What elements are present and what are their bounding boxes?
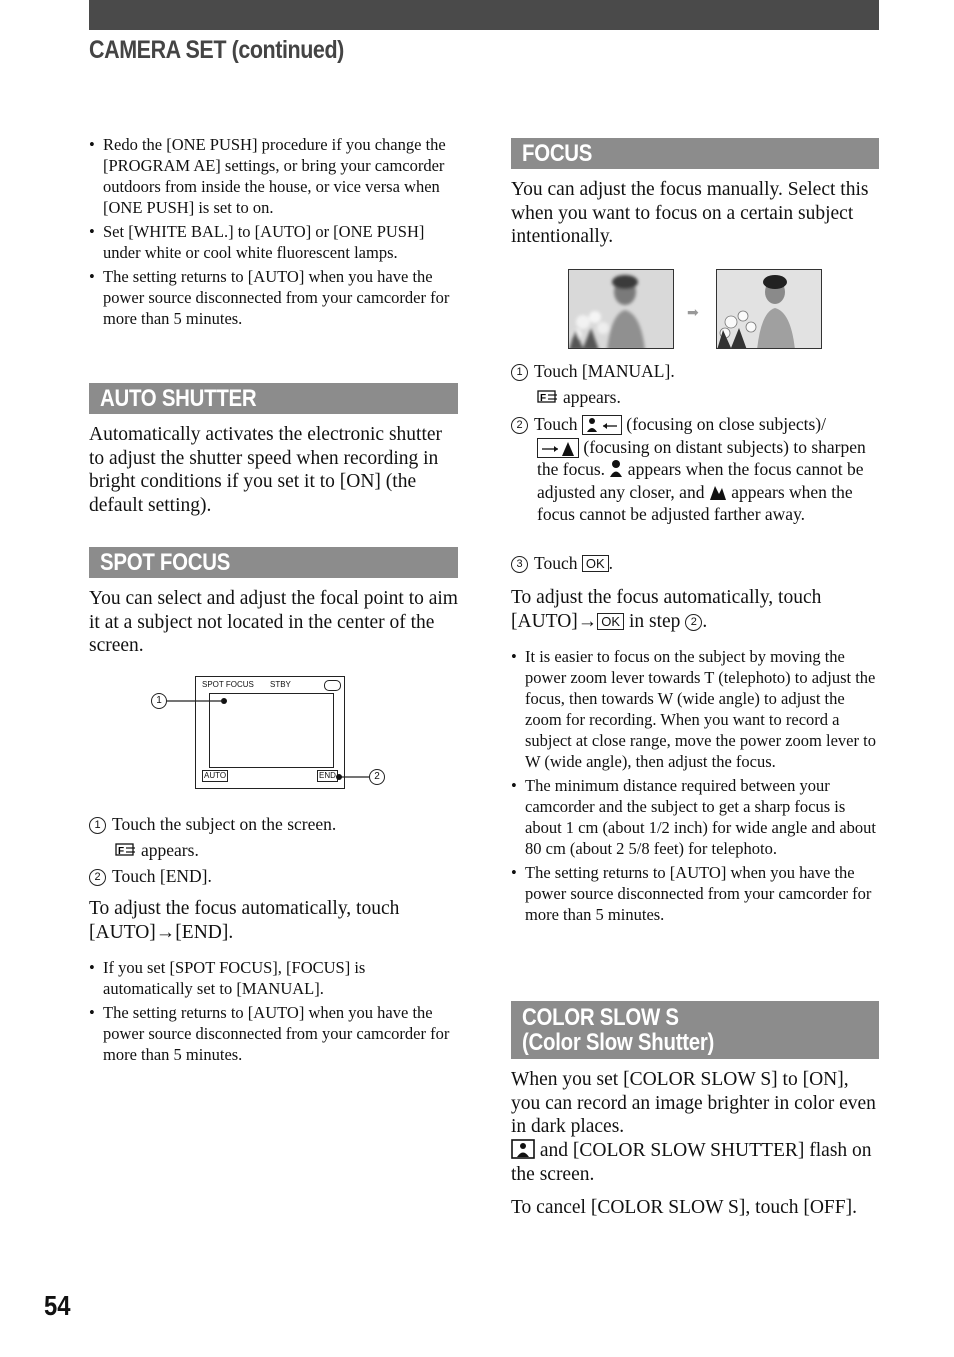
step-text: Touch	[534, 414, 578, 434]
svg-text:F: F	[540, 393, 547, 404]
auto-shutter-body: Automatically activates the electronic shutter to adjust the shutter speed when recording in bright conditions if you set it to [ON] (the default setting).	[89, 424, 443, 516]
color-slow-body: When you set [COLOR SLOW S] to [ON], you can record an image brighter in color even in dark places.	[511, 1069, 876, 1137]
arrow-right-icon: ➡	[687, 305, 699, 321]
list-item: • The setting returns to [AUTO] when you have the power source disconnected from your camcorder for more than 5 minutes.	[511, 862, 879, 925]
step-text: Touch the subject on the screen.	[112, 814, 337, 834]
step-number: 2	[511, 417, 528, 434]
spot-focus-step-2	[89, 865, 458, 888]
focus-bullet-list	[511, 646, 879, 928]
close-subject-icon	[609, 459, 623, 477]
step-text: Touch	[534, 553, 578, 573]
step-text: Touch [END].	[112, 866, 212, 886]
spot-focus-step-1-sub	[89, 839, 484, 862]
auto-shutter-heading: AUTO SHUTTER	[89, 383, 458, 414]
list-item: • Redo the [ONE PUSH] procedure if you change the [PROGRAM AE] settings, or bring your camcorder outdoors from inside the house, or vice versa when [ONE PUSH] is set to on.	[89, 134, 458, 218]
auto-text-part: in step	[628, 610, 681, 632]
focus-step-2	[511, 413, 879, 526]
screen-mode-label: SPOT FOCUS	[202, 680, 254, 689]
auto-text-part: To adjust the focus automatically, touch [AUTO]→	[511, 587, 822, 632]
blurred-photo	[568, 269, 674, 349]
callout-2: 2	[369, 769, 385, 785]
spot-focus-heading: SPOT FOCUS	[89, 547, 458, 578]
sharp-photo	[716, 269, 822, 349]
step-text: (focusing on distant subjects) to sharpen the focus.	[537, 436, 866, 479]
spot-focus-body: You can select and adjust the focal point to aim it at a subject not located in the center of the screen.	[89, 588, 458, 656]
focus-step-1	[511, 360, 879, 383]
color-slow-flash-text	[511, 1139, 879, 1186]
spot-focus-step-1	[89, 813, 458, 836]
step-number: 2	[89, 869, 106, 886]
spot-focus-auto-text: To adjust the focus automatically, touch [AUTO]→[END].	[89, 898, 400, 943]
screen-status-label: STBY	[270, 680, 291, 689]
step-text: appears.	[563, 387, 621, 407]
step-number: 3	[511, 556, 528, 573]
step-text: appears.	[141, 840, 199, 860]
step-number: 1	[89, 817, 106, 834]
list-item: • Set [WHITE BAL.] to [AUTO] or [ONE PUSH] under white or cool white fluorescent lamps.	[89, 221, 458, 263]
step-text: Touch [MANUAL].	[534, 361, 675, 381]
step-number: 2	[685, 614, 702, 631]
close-focus-button-icon	[582, 415, 622, 435]
focus-heading: FOCUS	[511, 138, 879, 169]
step-text: appears when the focus cannot be adjusted any closer, and	[537, 459, 864, 502]
step-text: appears when the focus cannot be adjusted farther away.	[537, 481, 853, 524]
step-number: 1	[511, 364, 528, 381]
color-slow-shutter-icon	[511, 1139, 535, 1159]
screen-end-button: END	[319, 771, 336, 780]
step-text: (focusing on close subjects)/	[626, 414, 826, 434]
focus-body: You can adjust the focus manually. Select this when you want to focus on a certain subject intentionally.	[511, 179, 869, 247]
color-slow-cancel-text: To cancel [COLOR SLOW S], touch [OFF].	[511, 1197, 857, 1218]
manual-focus-icon	[115, 842, 137, 858]
manual-focus-icon	[537, 389, 559, 405]
flash-text: and [COLOR SLOW SHUTTER] flash on the screen.	[511, 1140, 872, 1185]
svg-text:F: F	[118, 846, 125, 857]
list-item: • It is easier to focus on the subject by moving the power zoom lever towards T (telephoto) to adjust the focus, then towards W (wide angle) to adjust the zoom for recording. When you want to record a subject at close range, move the power zoom lever to W (wide angle), then adjust the focus.	[511, 646, 879, 772]
page-number: 54	[44, 1290, 71, 1321]
callout-1: 1	[151, 693, 167, 709]
spot-focus-bullet-list	[89, 957, 458, 1068]
focus-auto-text: To adjust the focus automatically, touch [AUTO]→ OK in step 2 .	[511, 587, 822, 632]
list-item: • The minimum distance required between your camcorder and the subject to get a sharp focus is about 1 cm (about 1/2 inch) for wide angle and about 80 cm (about 2 5/8 feet) for telephoto.	[511, 775, 879, 859]
distant-subject-icon	[709, 482, 727, 500]
distant-focus-button-icon	[537, 438, 579, 458]
list-item: • If you set [SPOT FOCUS], [FOCUS] is automatically set to [MANUAL].	[89, 957, 458, 999]
list-item: • The setting returns to [AUTO] when you have the power source disconnected from your camcorder for more than 5 minutes.	[89, 266, 458, 329]
running-head: CAMERA SET (continued)	[89, 36, 344, 64]
screen-auto-button: AUTO	[204, 771, 227, 780]
list-item: • The setting returns to [AUTO] when you have the power source disconnected from your camcorder for more than 5 minutes.	[89, 1002, 458, 1065]
focus-step-3: 3 Touch OK .	[511, 552, 879, 575]
ok-button-icon: OK	[597, 613, 624, 630]
callout-lines	[89, 0, 458, 800]
color-slow-heading: COLOR SLOW S (Color Slow Shutter)	[511, 1001, 879, 1059]
ok-button-icon: OK	[582, 555, 609, 572]
focus-step-1-sub	[511, 386, 905, 409]
